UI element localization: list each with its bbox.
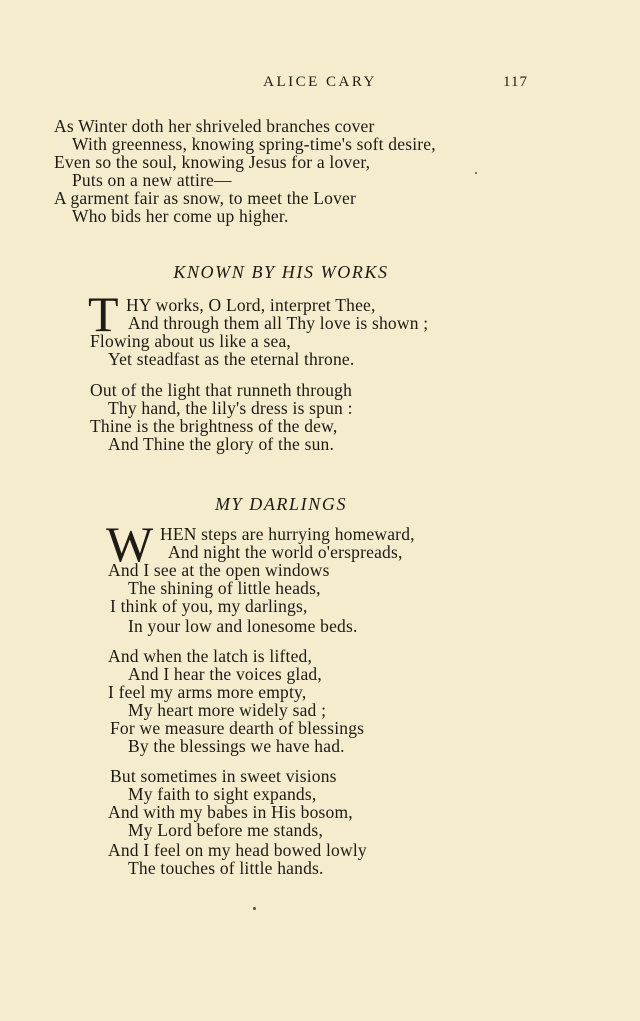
verse-line: And through them all Thy love is shown ; bbox=[128, 313, 429, 333]
page-number: 117 bbox=[503, 74, 528, 90]
verse-line: Thine is the brightness of the dew, bbox=[90, 416, 338, 436]
verse-line: My faith to sight expands, bbox=[128, 784, 317, 804]
poem-title: MY DARLINGS bbox=[214, 494, 348, 514]
verse-line: But sometimes in sweet visions bbox=[110, 766, 337, 786]
verse-line: Thy hand, the lily's dress is spun : bbox=[108, 398, 353, 418]
drop-cap: T bbox=[88, 286, 119, 342]
verse-line: The touches of little hands. bbox=[128, 858, 324, 878]
verse-line: And Thine the glory of the sun. bbox=[108, 434, 335, 454]
verse-line: HY works, O Lord, interpret Thee, bbox=[126, 295, 376, 315]
verse-line: Out of the light that runneth through bbox=[90, 380, 353, 400]
verse-line: With greenness, knowing spring-time's soft desire, bbox=[72, 134, 436, 154]
verse-line: The shining of little heads, bbox=[128, 578, 321, 598]
verse-line: Who bids her come up higher. bbox=[72, 206, 289, 226]
verse-line: As Winter doth her shriveled branches cover bbox=[54, 116, 375, 136]
poem-title: KNOWN BY HIS WORKS bbox=[173, 262, 389, 282]
verse-line: And with my babes in His bosom, bbox=[108, 802, 353, 822]
verse-line: In your low and lonesome beds. bbox=[128, 616, 358, 636]
verse-line: By the blessings we have had. bbox=[128, 736, 345, 756]
drop-cap: W bbox=[106, 516, 154, 572]
verse-line: And when the latch is lifted, bbox=[108, 646, 313, 666]
paper-speck bbox=[475, 172, 477, 174]
running-title: ALICE CARY bbox=[263, 74, 377, 90]
verse-line: And I feel on my head bowed lowly bbox=[108, 840, 367, 860]
verse-line: A garment fair as snow, to meet the Lover bbox=[54, 188, 357, 208]
verse-line: Yet steadfast as the eternal throne. bbox=[108, 349, 355, 369]
verse-line: I think of you, my darlings, bbox=[110, 596, 308, 616]
verse-line: HEN steps are hurrying homeward, bbox=[160, 524, 415, 544]
verse-line: Puts on a new attire— bbox=[72, 170, 232, 190]
verse-line: Even so the soul, knowing Jesus for a lover, bbox=[54, 152, 371, 172]
verse-line: I feel my arms more empty, bbox=[108, 682, 307, 702]
verse-line: And night the world o'erspreads, bbox=[168, 542, 403, 562]
verse-line: For we measure dearth of blessings bbox=[110, 718, 365, 738]
verse-line: My heart more widely sad ; bbox=[128, 700, 327, 720]
verse-line: My Lord before me stands, bbox=[128, 820, 324, 840]
verse-line: And I hear the voices glad, bbox=[128, 664, 322, 684]
paper-speck bbox=[253, 907, 256, 910]
verse-line: Flowing about us like a sea, bbox=[90, 331, 291, 351]
verse-line: And I see at the open windows bbox=[108, 560, 330, 580]
